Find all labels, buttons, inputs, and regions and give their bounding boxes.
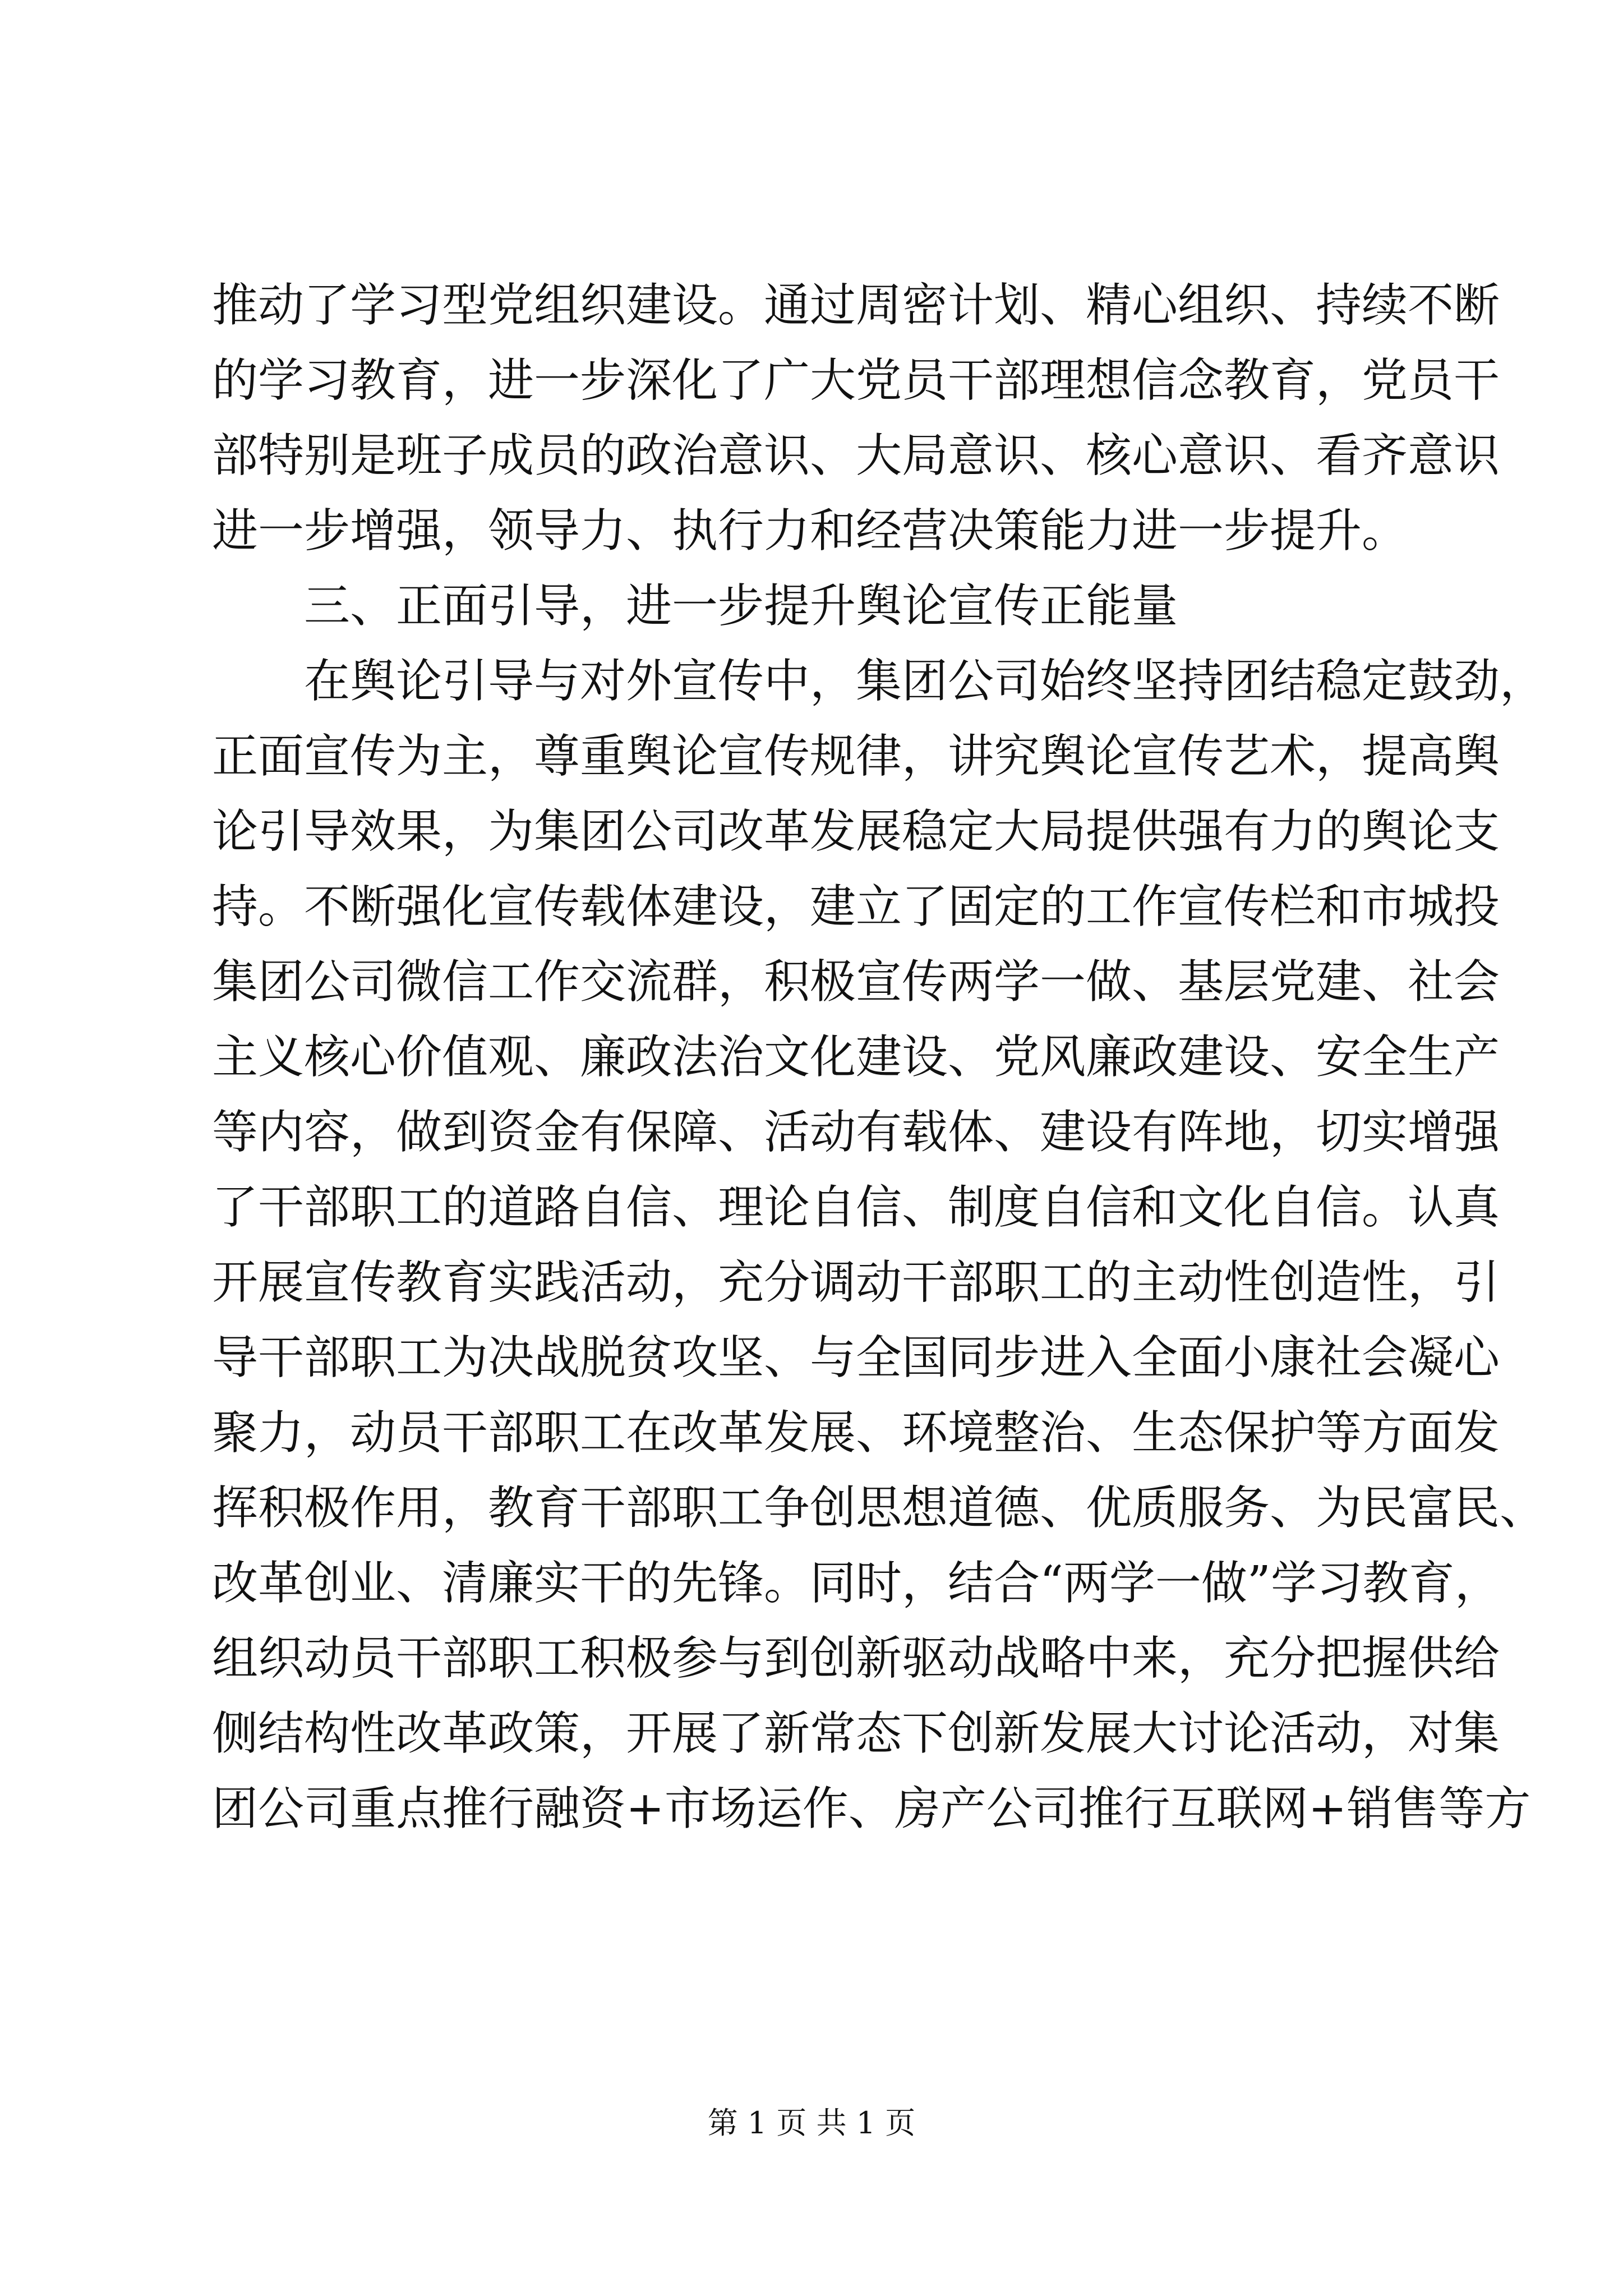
body-line-14: 开展宣传教育实践活动，充分调动干部职工的主动性创造性，引 xyxy=(212,1256,1500,1309)
body-line-2: 的学习教育，进一步深化了广大党员干部理想信念教育，党员干 xyxy=(212,354,1500,407)
body-line-6: 在舆论引导与对外宣传中，集团公司始终坚持团结稳定鼓劲， xyxy=(304,655,1546,708)
body-line-17: 挥积极作用，教育干部职工争创思想道德、优质服务、为民富民、 xyxy=(212,1481,1546,1535)
body-line-11: 主义核心价值观、廉政法治文化建设、党风廉政建设、安全生产 xyxy=(212,1030,1500,1084)
page-footer: 第 1 页 共 1 页 xyxy=(707,2105,916,2141)
body-line-7: 正面宣传为主，尊重舆论宣传规律，讲究舆论宣传艺术，提高舆 xyxy=(212,730,1500,783)
body-line-20: 侧结构性改革政策，开展了新常态下创新发展大讨论活动，对集 xyxy=(212,1707,1500,1760)
body-line-19: 组织动员干部职工积极参与到创新驱动战略中来，充分把握供给 xyxy=(212,1632,1500,1685)
body-line-12: 等内容，做到资金有保障、活动有载体、建设有阵地，切实增强 xyxy=(212,1106,1500,1159)
document-body xyxy=(212,268,1546,1847)
body-line-15: 导干部职工为决战脱贫攻坚、与全国同步进入全面小康社会凝心 xyxy=(212,1331,1500,1384)
section-heading: 三、正面引导，进一步提升舆论宣传正能量 xyxy=(304,579,1178,633)
body-line-21: 团公司重点推行融资+市场运作、房产公司推行互联网+销售等方 xyxy=(212,1782,1531,1835)
body-line-9: 持。不断强化宣传载体建设，建立了固定的工作宣传栏和市城投 xyxy=(212,880,1500,933)
body-line-18: 改革创业、清廉实干的先锋。同时，结合“两学一做”学习教育， xyxy=(212,1557,1501,1610)
body-line-4: 进一步增强，领导力、执行力和经营决策能力进一步提升。 xyxy=(212,504,1408,558)
body-line-8: 论引导效果，为集团公司改革发展稳定大局提供强有力的舆论支 xyxy=(212,805,1500,858)
body-line-1: 推动了学习型党组织建设。通过周密计划、精心组织、持续不断 xyxy=(212,279,1500,332)
body-line-13: 了干部职工的道路自信、理论自信、制度自信和文化自信。认真 xyxy=(212,1181,1500,1234)
body-line-16: 聚力，动员干部职工在改革发展、环境整治、生态保护等方面发 xyxy=(212,1406,1500,1460)
body-line-3: 部特别是班子成员的政治意识、大局意识、核心意识、看齐意识 xyxy=(212,429,1500,482)
body-line-10: 集团公司微信工作交流群，积极宣传两学一做、基层党建、社会 xyxy=(212,955,1500,1009)
